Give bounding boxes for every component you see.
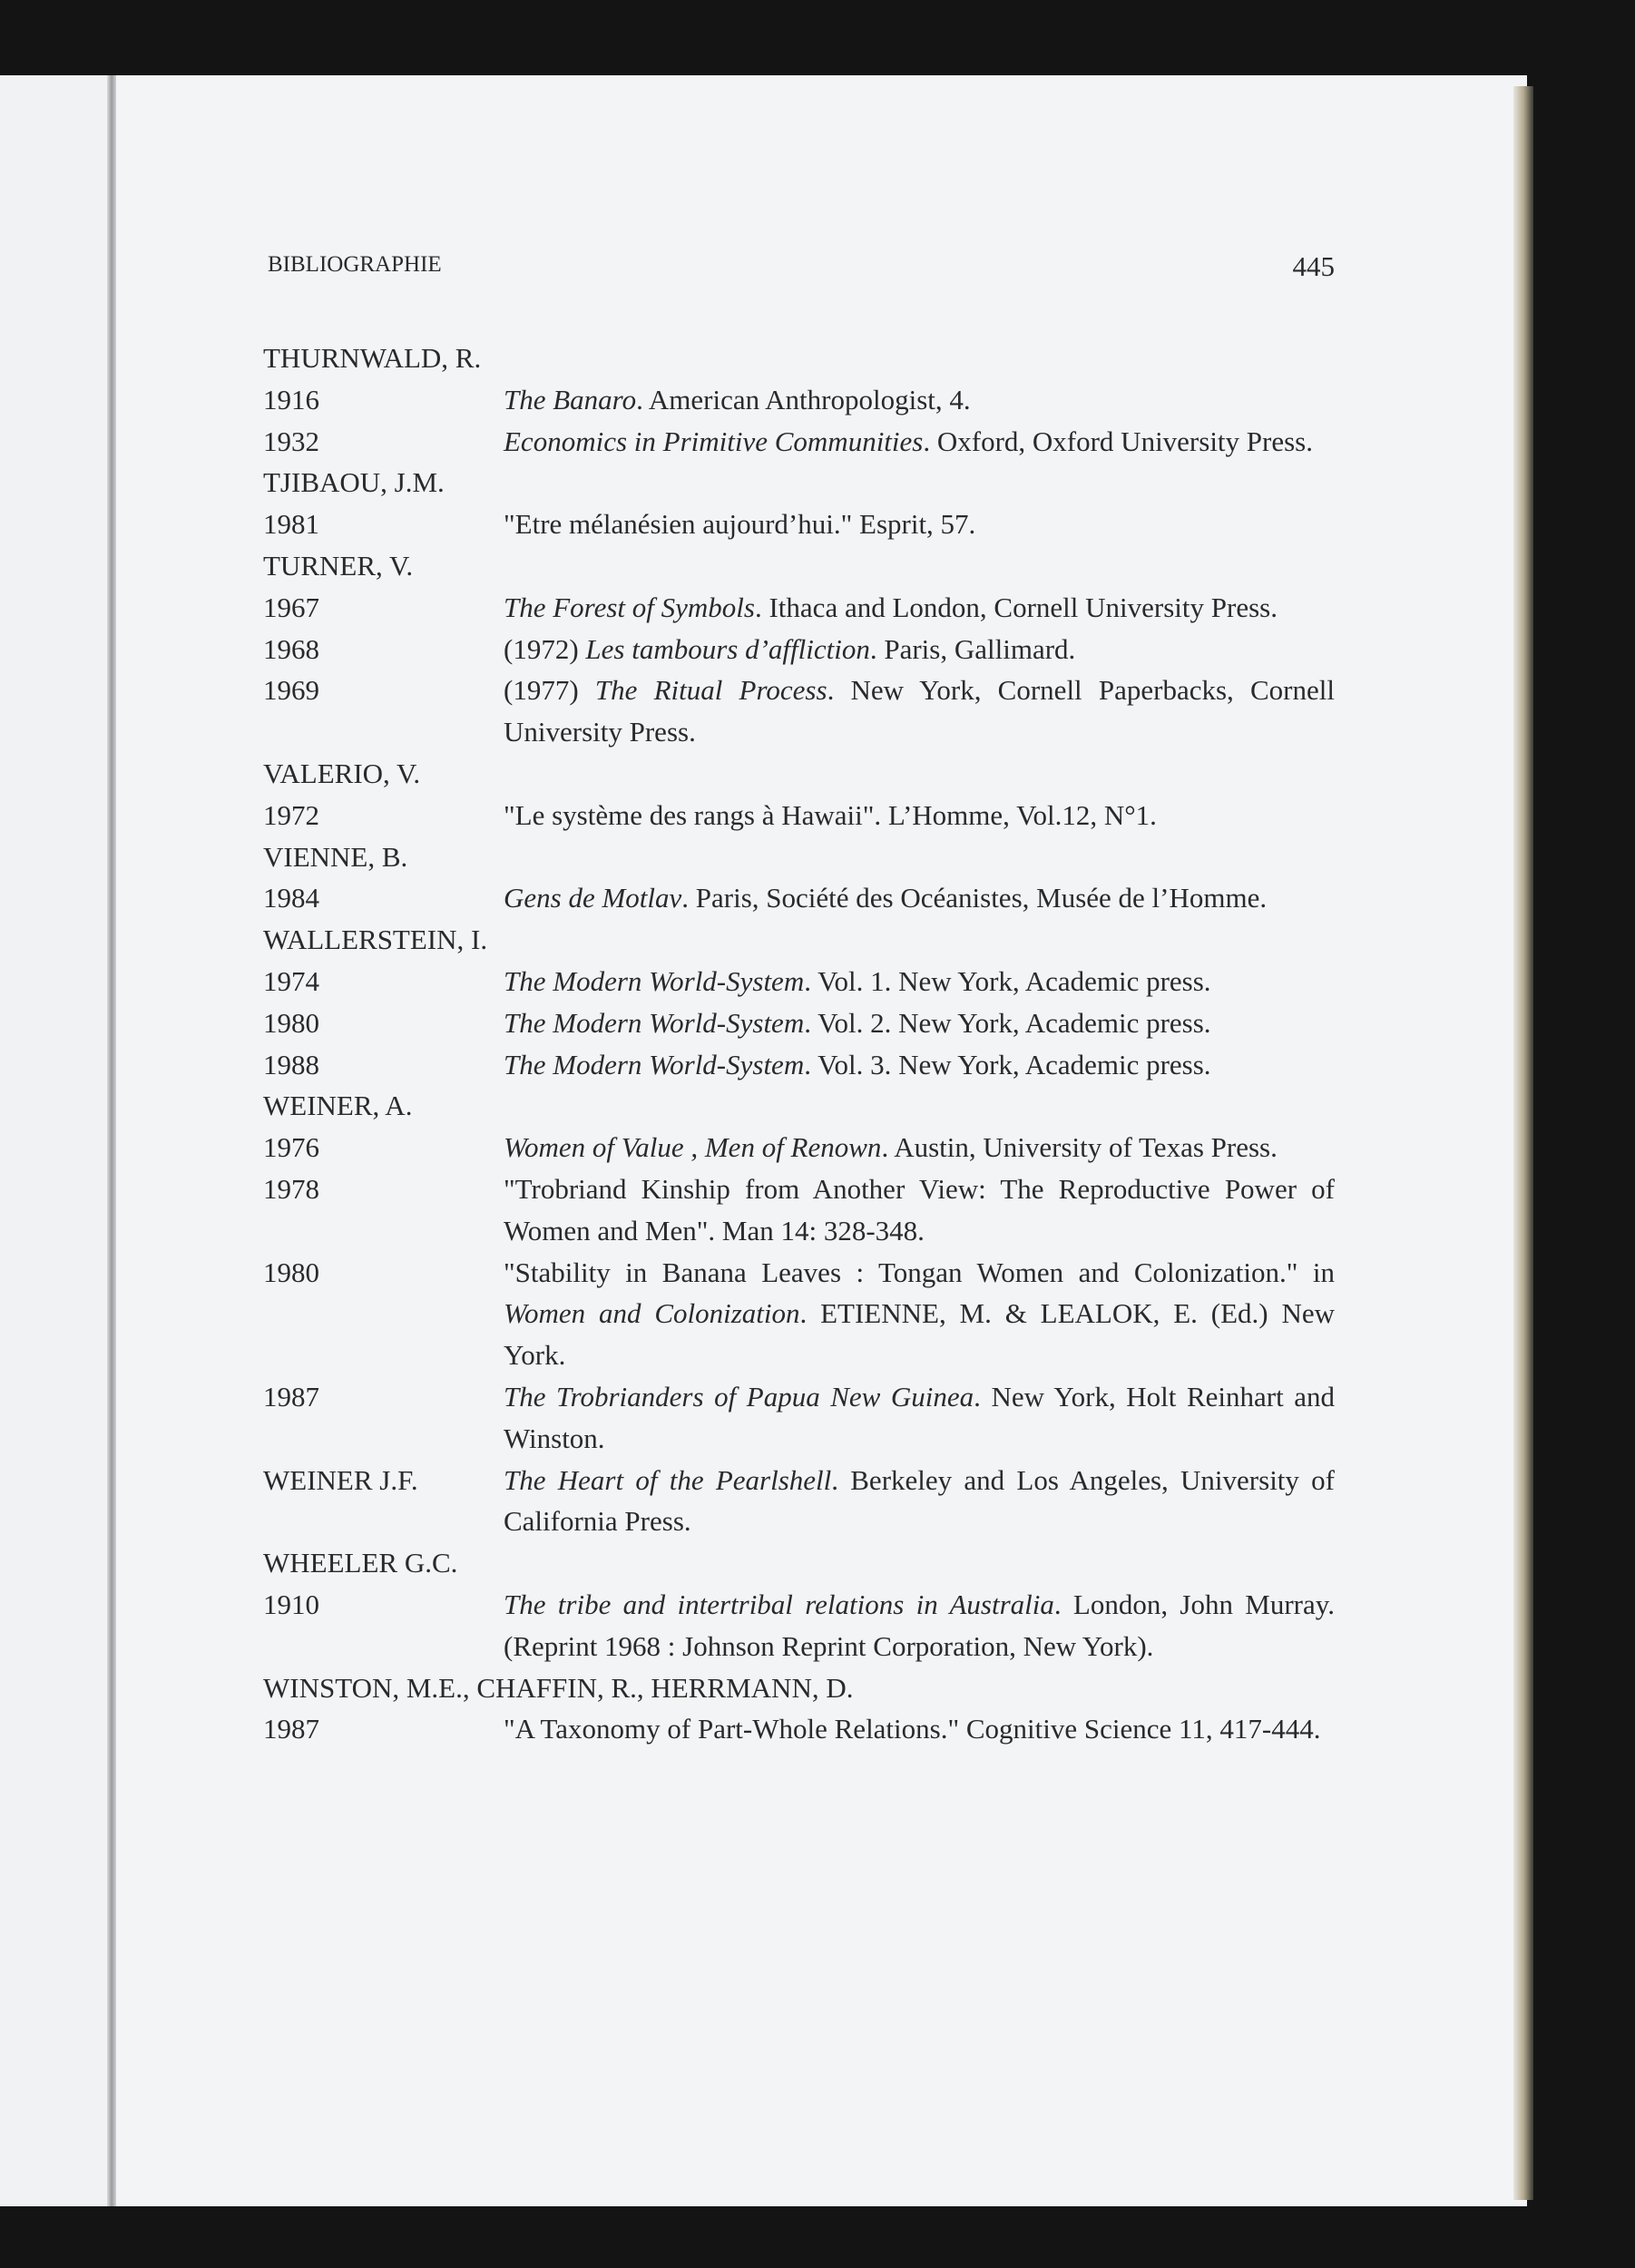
work-citation <box>504 1044 1335 1086</box>
work-citation <box>504 877 1335 919</box>
work-year: 1980 <box>263 1006 319 1039</box>
work-citation <box>504 1252 1335 1376</box>
author-name: WEINER, A. <box>263 1090 413 1122</box>
work-item <box>263 1044 1335 1086</box>
work-year: WEINER J.F. <box>263 1463 418 1496</box>
work-year: 1976 <box>263 1131 319 1164</box>
citation-text: . New York, Cornell Paperbacks, Cornell University Press. <box>504 674 1335 748</box>
work-title: Women of Value , Men of Renown <box>504 1131 882 1164</box>
citation-text: . Berkeley and Los Angeles, University of California Press. <box>504 1463 1335 1538</box>
bibliography-entry <box>263 1460 1335 1543</box>
work-item <box>263 421 1335 463</box>
work-item <box>263 1252 1335 1376</box>
bibliography-entry <box>263 836 1335 920</box>
work-year: 1967 <box>263 591 319 623</box>
citation-text: . Paris, Société des Océanistes, Musée de l’Homme. <box>681 882 1268 914</box>
facing-page-edge <box>0 75 116 2206</box>
work-citation <box>504 1376 1335 1460</box>
work-citation <box>504 795 1335 836</box>
work-title: Economics in Primitive Communities <box>504 425 924 457</box>
work-citation <box>504 503 1335 545</box>
work-title: The Modern World-System <box>504 1006 805 1039</box>
author-name: VALERIO, V. <box>263 757 421 789</box>
work-citation <box>504 379 1335 421</box>
bibliography-entry <box>263 1667 1335 1751</box>
citation-text: "A Taxonomy of Part-Whole Relations." Cognitive Science 11, 417-444. <box>504 1713 1321 1745</box>
work-year: 1916 <box>263 383 319 415</box>
work-citation <box>504 1584 1335 1667</box>
work-item <box>263 961 1335 1002</box>
work-year: 1974 <box>263 964 319 997</box>
work-year: 1984 <box>263 882 319 914</box>
work-year: 1910 <box>263 1588 319 1620</box>
bibliography-entry <box>263 1542 1335 1667</box>
work-title: The Modern World-System <box>504 1048 805 1080</box>
work-item <box>263 1584 1335 1667</box>
bibliography-list <box>263 337 1335 1750</box>
work-year: 1978 <box>263 1172 319 1205</box>
work-item <box>263 1708 1335 1750</box>
work-year: 1968 <box>263 632 319 665</box>
work-citation <box>504 1127 1335 1168</box>
work-title: The Ritual Process <box>594 674 827 707</box>
work-year: 1972 <box>263 798 319 831</box>
citation-text: . London, John Murray. (Reprint 1968 : Johnson Reprint Corporation, New York). <box>504 1588 1335 1662</box>
citation-text: . Vol. 2. New York, Academic press. <box>804 1006 1211 1039</box>
work-citation <box>504 1002 1335 1044</box>
work-title: The Heart of the Pearlshell <box>504 1463 832 1496</box>
bibliography-entry <box>263 753 1335 836</box>
book-gutter <box>107 75 116 2206</box>
page-number: 445 <box>1292 250 1335 282</box>
page-stack-edge <box>1513 86 1533 2200</box>
work-year: 1932 <box>263 425 319 457</box>
work-citation <box>504 961 1335 1002</box>
bibliography-entry <box>263 919 1335 1085</box>
work-year: 1987 <box>263 1713 319 1745</box>
work-item <box>263 877 1335 919</box>
author-name: WINSTON, M.E., CHAFFIN, R., HERRMANN, D. <box>263 1671 854 1704</box>
work-item <box>263 1002 1335 1044</box>
work-title: Women and Colonization <box>504 1297 800 1330</box>
work-title: The Modern World-System <box>504 964 805 997</box>
work-item <box>263 379 1335 421</box>
running-header: BIBLIOGRAPHIE <box>268 252 442 277</box>
bibliography-entry <box>263 337 1335 462</box>
citation-text: . Austin, University of Texas Press. <box>881 1131 1278 1164</box>
author-name: TJIBAOU, J.M. <box>263 466 445 499</box>
author-name: WALLERSTEIN, I. <box>263 924 488 956</box>
work-item <box>263 1168 1335 1252</box>
citation-text: . Vol. 3. New York, Academic press. <box>804 1048 1211 1080</box>
work-citation <box>504 587 1335 629</box>
work-title: The Banaro <box>504 383 637 415</box>
author-name: TURNER, V. <box>263 549 414 582</box>
bibliography-entry <box>263 545 1335 753</box>
citation-text: "Trobriand Kinship from Another View: The Reproductive Power of Women and Men". Man 14: 328-348. <box>504 1172 1335 1246</box>
citation-text: "Etre mélanésien aujourd’hui." Esprit, 57. <box>504 508 976 541</box>
work-year: 1981 <box>263 508 319 541</box>
work-item <box>263 587 1335 629</box>
work-year: 1987 <box>263 1380 319 1413</box>
citation-text: (1977) <box>504 674 595 707</box>
work-year: 1980 <box>263 1256 319 1288</box>
work-citation <box>504 1708 1335 1750</box>
work-citation <box>504 421 1335 463</box>
citation-text: . New York, Holt Reinhart and Winston. <box>504 1380 1335 1454</box>
work-item <box>263 1127 1335 1168</box>
work-citation <box>504 670 1335 753</box>
author-name: WHEELER G.C. <box>263 1547 458 1579</box>
work-title: The Forest of Symbols <box>504 591 755 623</box>
work-citation <box>504 629 1335 670</box>
work-year: 1988 <box>263 1048 319 1080</box>
citation-text: (1972) <box>504 632 586 665</box>
work-item <box>263 629 1335 670</box>
work-item <box>263 1376 1335 1460</box>
citation-text: . ETIENNE, M. & LEALOK, E. (Ed.) New York. <box>504 1297 1335 1372</box>
work-item <box>263 670 1335 753</box>
work-title: Les tambours d’affliction <box>585 632 870 665</box>
work-citation <box>504 1168 1335 1252</box>
work-item <box>263 795 1335 836</box>
work-title: Gens de Motlav <box>504 882 682 914</box>
work-item <box>263 1460 1335 1543</box>
citation-text: . American Anthropologist, 4. <box>636 383 971 415</box>
citation-text: . Vol. 1. New York, Academic press. <box>804 964 1211 997</box>
work-title: The tribe and intertribal relations in Australia <box>504 1588 1054 1620</box>
citation-text: . Oxford, Oxford University Press. <box>923 425 1313 457</box>
work-title: The Trobrianders of Papua New Guinea <box>504 1380 974 1413</box>
work-year: 1969 <box>263 674 319 707</box>
citation-text: . Ithaca and London, Cornell University Press. <box>754 591 1278 623</box>
author-name: THURNWALD, R. <box>263 342 482 374</box>
citation-text: "Le système des rangs à Hawaii". L’Homme, Vol.12, N°1. <box>504 798 1157 831</box>
bibliography-entry <box>263 1085 1335 1459</box>
author-name: VIENNE, B. <box>263 840 408 873</box>
citation-text: "Stability in Banana Leaves : Tongan Women and Colonization." in <box>504 1256 1335 1288</box>
work-item <box>263 503 1335 545</box>
bibliography-entry <box>263 462 1335 545</box>
work-citation <box>504 1460 1335 1543</box>
citation-text: . Paris, Gallimard. <box>869 632 1076 665</box>
